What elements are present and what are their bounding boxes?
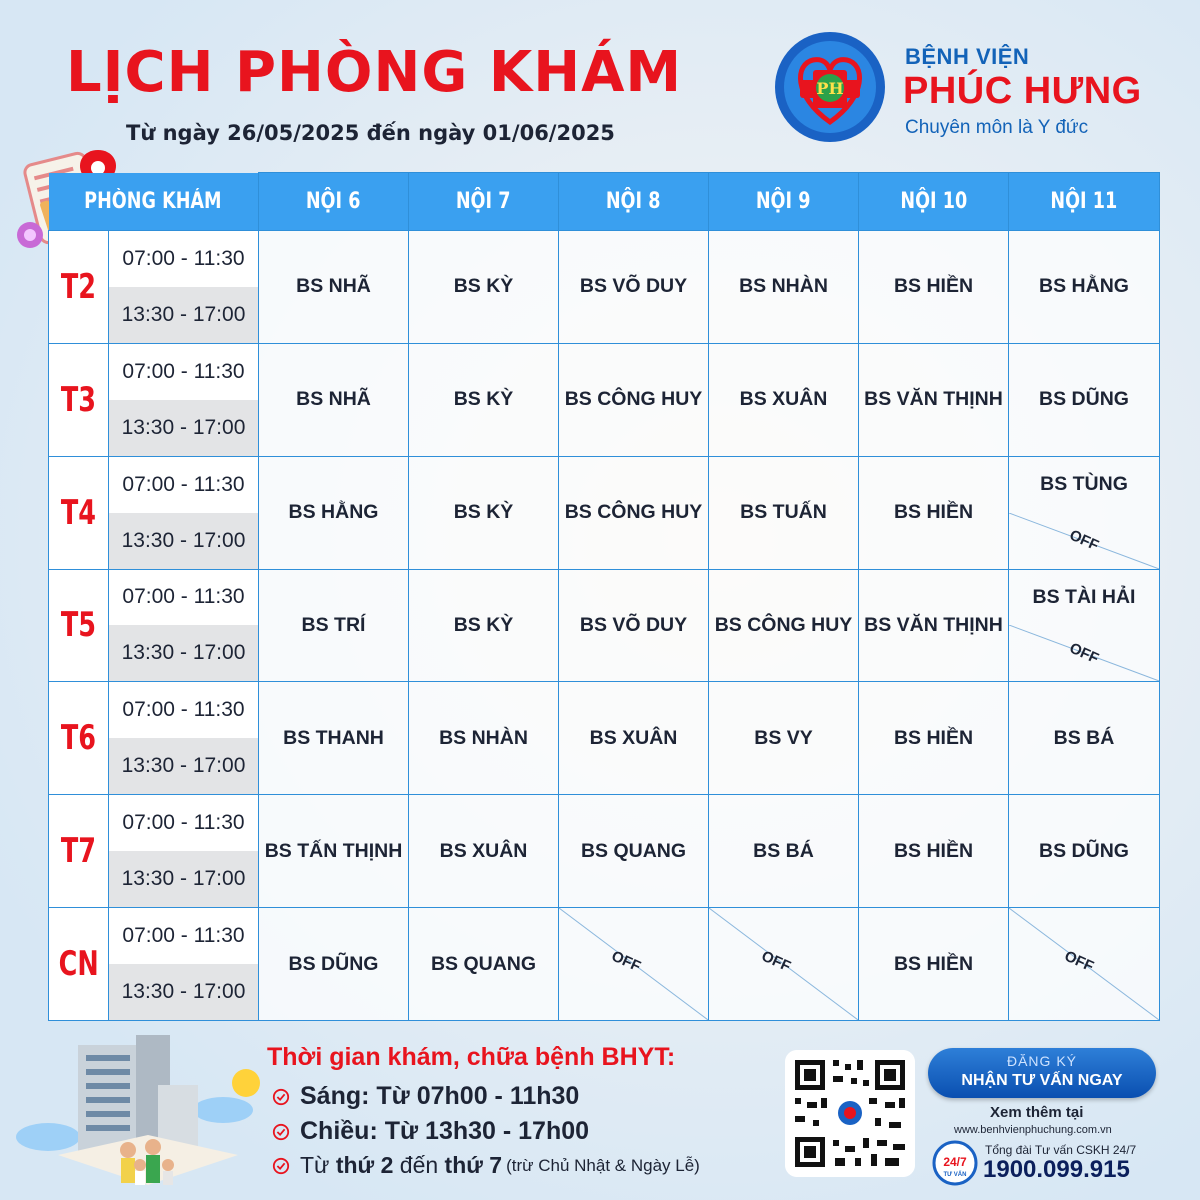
room-header: NỘI 10 — [859, 173, 1009, 231]
room-header: NỘI 9 — [709, 173, 859, 231]
time-slots: 07:00 - 11:30 13:30 - 17:00 — [109, 343, 259, 456]
room-header: NỘI 11 — [1009, 173, 1160, 231]
split-cell — [1009, 456, 1160, 569]
off-afternoon — [1009, 513, 1159, 569]
doctor-cell: BS TRÍ — [259, 569, 409, 682]
doctor-cell: BS CÔNG HUY — [559, 456, 709, 569]
day-label: T7 — [49, 795, 109, 908]
doctor-cell: BS CÔNG HUY — [559, 343, 709, 456]
room-header: NỘI 8 — [559, 173, 709, 231]
doctor-cell: BS VĂN THỊNH — [859, 569, 1009, 682]
doctor-cell: BS DŨNG — [1009, 343, 1160, 456]
doctor-cell: BS BÁ — [709, 795, 859, 908]
check-circle-icon — [272, 1088, 290, 1106]
room-header: NỘI 7 — [409, 173, 559, 231]
day-label: T4 — [49, 456, 109, 569]
doctor-cell: BS TUẤN — [709, 456, 859, 569]
table-row — [49, 569, 1160, 682]
doctor-cell: BS XUÂN — [709, 343, 859, 456]
bhyt-morning: Sáng: Từ 07h00 - 11h30 — [272, 1082, 579, 1111]
doctor-cell: BS XUÂN — [559, 682, 709, 795]
doctor-cell: BS DŨNG — [1009, 795, 1160, 908]
doctor-cell: BS KỲ — [409, 456, 559, 569]
qr-code-icon[interactable] — [785, 1050, 915, 1177]
page-title: LỊCH PHÒNG KHÁM — [66, 40, 683, 105]
off-label: OFF — [1061, 947, 1097, 976]
day-label: T5 — [49, 569, 109, 682]
register-consult-button[interactable] — [928, 1048, 1156, 1098]
doctor-cell: BS HẰNG — [259, 456, 409, 569]
check-circle-icon — [272, 1157, 290, 1175]
support-247-icon — [932, 1140, 978, 1186]
doctor-cell: BS NHÃ — [259, 343, 409, 456]
time-slots: 07:00 - 11:30 13:30 - 17:00 — [109, 569, 259, 682]
doctor-cell: BS VÕ DUY — [559, 569, 709, 682]
schedule-table — [48, 172, 1160, 1021]
hospital-logo-icon — [773, 30, 888, 145]
doctor-cell: BS VÕ DUY — [559, 231, 709, 344]
time-slots: 07:00 - 11:30 13:30 - 17:00 — [109, 231, 259, 344]
cta-big-label: NHẬN TƯ VẤN NGAY — [961, 1072, 1123, 1089]
split-cell — [1009, 569, 1160, 682]
hospital-slogan: Chuyên môn là Y đức — [905, 117, 1089, 138]
doctor-morning: BS TÀI HẢI — [1032, 585, 1136, 608]
doctor-cell: BS HIỀN — [859, 456, 1009, 569]
badge-sub-text: TƯ VẤN — [943, 1172, 967, 1178]
doctor-cell: BS HIỀN — [859, 795, 1009, 908]
doctor-cell: BS QUANG — [559, 795, 709, 908]
doctor-cell: BS HẰNG — [1009, 231, 1160, 344]
doctor-cell: BS DŨNG — [259, 908, 409, 1021]
day-label: T3 — [49, 343, 109, 456]
off-label: OFF — [758, 947, 794, 976]
doctor-cell: BS BÁ — [1009, 682, 1160, 795]
doctor-cell: BS HIỀN — [859, 908, 1009, 1021]
doctor-cell: BS KỲ — [409, 231, 559, 344]
off-cell — [559, 908, 709, 1021]
doctor-cell: BS KỲ — [409, 569, 559, 682]
day-label: T6 — [49, 682, 109, 795]
table-row — [49, 456, 1160, 569]
table-row — [49, 343, 1160, 456]
doctor-cell: BS CÔNG HUY — [709, 569, 859, 682]
date-range: Từ ngày 26/05/2025 đến ngày 01/06/2025 — [126, 121, 615, 145]
doctor-cell: BS TẤN THỊNH — [259, 795, 409, 908]
off-label: OFF — [1066, 526, 1102, 555]
table-row — [49, 908, 1160, 1021]
bhyt-title: Thời gian khám, chữa bệnh BHYT: — [267, 1043, 676, 1071]
doctor-cell: BS NHÃ — [259, 231, 409, 344]
doctor-cell: BS THANH — [259, 682, 409, 795]
off-afternoon — [1009, 625, 1159, 681]
doctor-cell: BS HIỀN — [859, 682, 1009, 795]
room-header: NỘI 6 — [259, 173, 409, 231]
bhyt-range: Từ thứ 2 đến thứ 7 (trừ Chủ Nhật & Ngày Lễ) — [272, 1152, 700, 1179]
doctor-morning: BS TÙNG — [1040, 473, 1128, 496]
off-label: OFF — [1066, 639, 1102, 668]
hospital-name: PHÚC HƯNG — [903, 70, 1142, 112]
table-row — [49, 682, 1160, 795]
day-label: T2 — [49, 231, 109, 344]
see-more-label: Xem thêm tại — [990, 1104, 1084, 1121]
cta-small-label: ĐĂNG KÝ — [1006, 1053, 1077, 1069]
day-label: CN — [49, 908, 109, 1021]
doctor-cell: BS HIỀN — [859, 231, 1009, 344]
doctor-cell: BS VY — [709, 682, 859, 795]
doctor-cell: BS QUANG — [409, 908, 559, 1021]
check-circle-icon — [272, 1123, 290, 1141]
table-row — [49, 231, 1160, 344]
bhyt-afternoon: Chiều: Từ 13h30 - 17h00 — [272, 1117, 589, 1146]
logo-letters: PH — [816, 79, 844, 98]
doctor-cell: BS NHÀN — [409, 682, 559, 795]
doctor-cell: BS KỲ — [409, 343, 559, 456]
website-link[interactable]: www.benhvienphuchung.com.vn — [954, 1124, 1112, 1136]
time-slots: 07:00 - 11:30 13:30 - 17:00 — [109, 682, 259, 795]
off-label: OFF — [608, 947, 644, 976]
off-cell — [709, 908, 859, 1021]
corner-header: PHÒNG KHÁM — [49, 173, 259, 231]
off-cell — [1009, 908, 1160, 1021]
doctor-cell: BS VĂN THỊNH — [859, 343, 1009, 456]
time-slots: 07:00 - 11:30 13:30 - 17:00 — [109, 908, 259, 1021]
hotline-label: Tổng đài Tư vấn CSKH 24/7 — [985, 1143, 1137, 1157]
hospital-building-illustration-icon — [8, 1025, 263, 1195]
hotline-number[interactable]: 1900.099.915 — [983, 1156, 1130, 1183]
time-slots: 07:00 - 11:30 13:30 - 17:00 — [109, 456, 259, 569]
badge-247-text: 24/7 — [943, 1155, 967, 1169]
hospital-line1: BỆNH VIỆN — [905, 44, 1030, 69]
doctor-cell: BS XUÂN — [409, 795, 559, 908]
time-slots: 07:00 - 11:30 13:30 - 17:00 — [109, 795, 259, 908]
table-row — [49, 795, 1160, 908]
doctor-cell: BS NHÀN — [709, 231, 859, 344]
